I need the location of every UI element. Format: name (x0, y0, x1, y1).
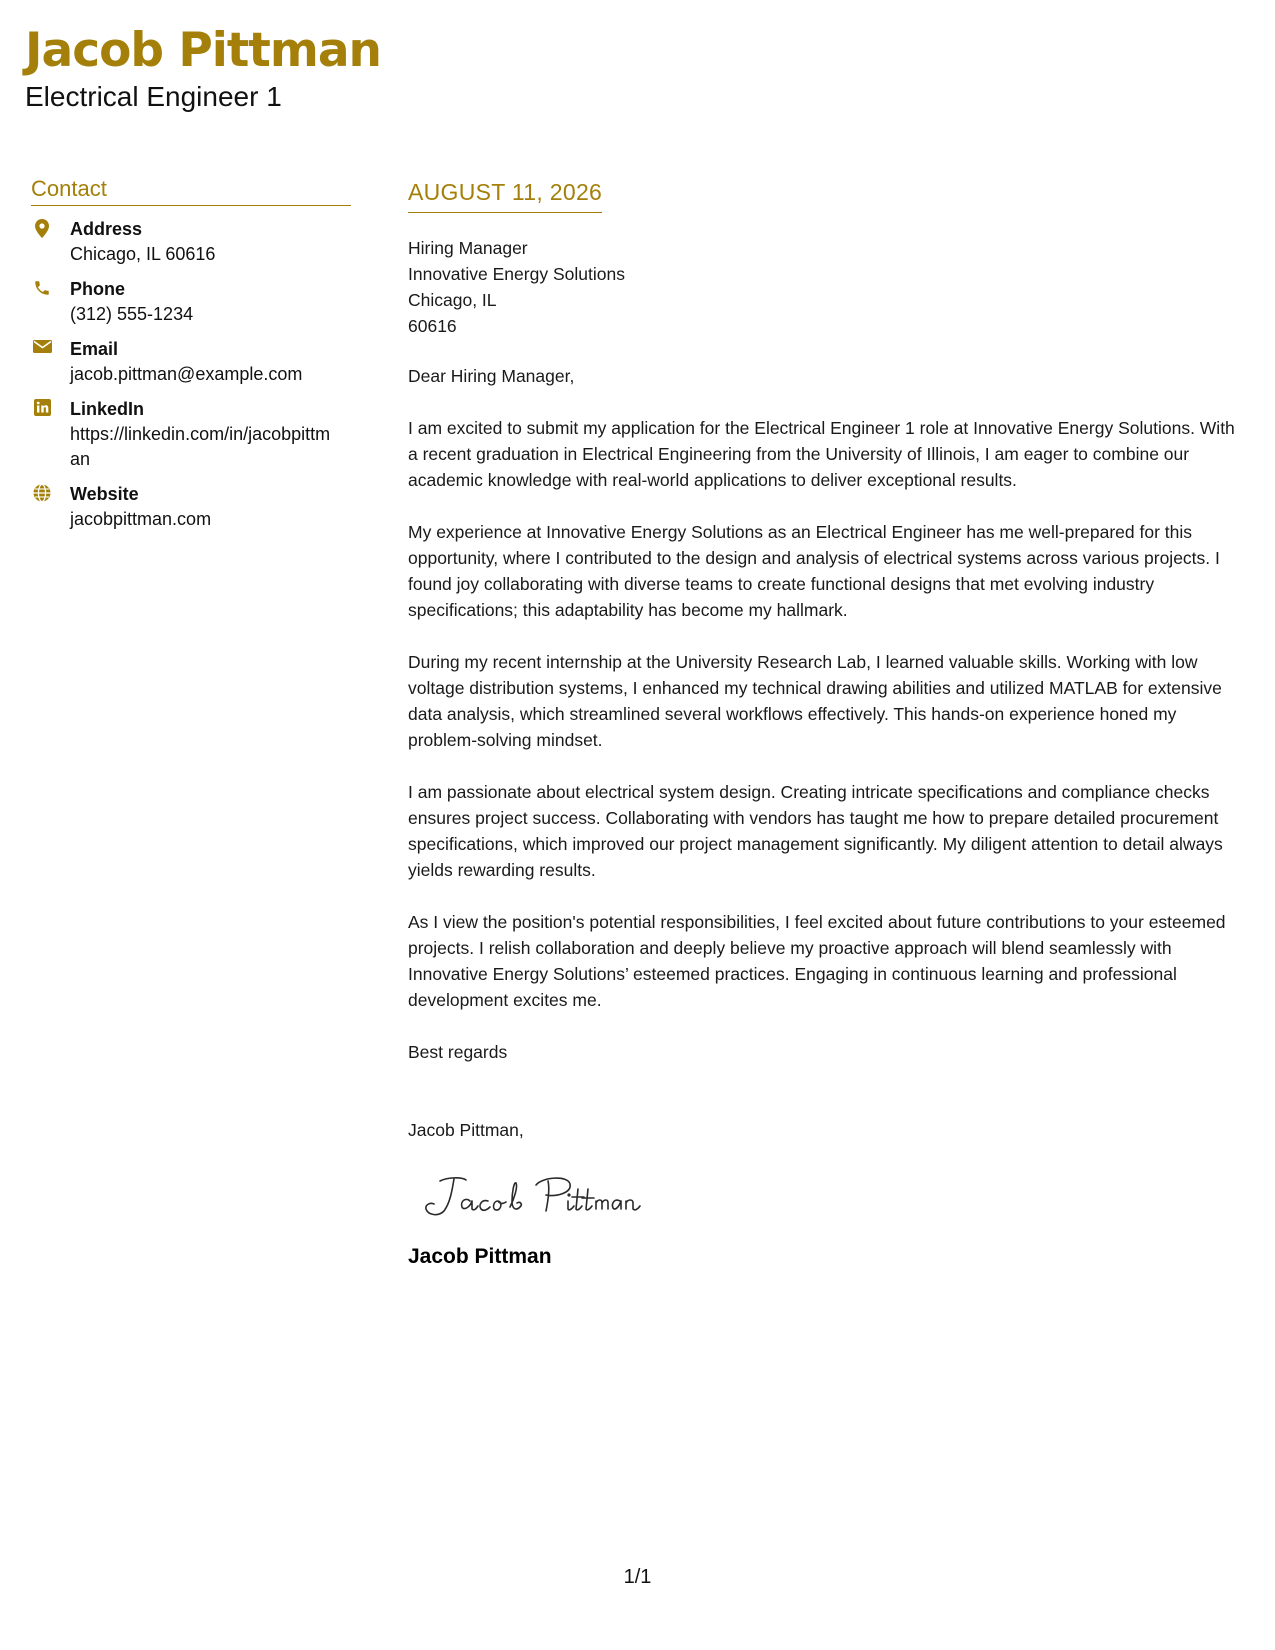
map-pin-icon (31, 219, 53, 239)
printed-name: Jacob Pittman (408, 1245, 552, 1268)
phone-icon (31, 279, 53, 299)
body-paragraph: As I view the position's potential responsibilities, I feel excited about future contributions to your esteemed projects. I relish collaboration and deeply believe my proactive approach will blend seamlessly with Innovative Energy Solutions’ esteemed practices. Engaging in continuous learning and professional development excites me. (408, 912, 1226, 1010)
contact-item-email (31, 336, 351, 387)
phone-value[interactable]: (312) 555-1234 (70, 304, 194, 324)
page-number: 1/1 (623, 1566, 652, 1588)
handwritten-signature (418, 1171, 678, 1231)
address-value: Chicago, IL 60616 (70, 244, 216, 264)
contact-sidebar (31, 176, 351, 541)
contact-label: Website (70, 484, 139, 504)
contact-heading: Contact (31, 176, 351, 206)
contact-item-website (31, 481, 351, 532)
contact-label: Email (70, 339, 119, 359)
job-title: Electrical Engineer 1 (25, 81, 282, 112)
body-paragraph: I am passionate about electrical system design. Creating intricate specifications and compliance checks ensures project success. Collaborating with vendors has taught me how to prepare detailed procurement specifications, which improved our project management significantly. My diligent attention to detail always yields rewarding results. (408, 782, 1223, 880)
recipient-line: Chicago, IL (408, 290, 497, 310)
body-paragraph: During my recent internship at the University Research Lab, I learned valuable skills. Working with low voltage distribution systems, I enhanced my technical drawing abilities and utilized MATLAB for extensive data analysis, which streamlined several workflows effectively. This hands-on experience honed my problem-solving mindset. (408, 652, 1222, 750)
sender-line: Jacob Pittman, (408, 1120, 524, 1140)
letter-body (408, 178, 1248, 1271)
globe-icon (31, 484, 53, 504)
recipient-line: 60616 (408, 316, 457, 336)
applicant-name: Jacob Pittman (25, 23, 382, 78)
closing: Best regards (408, 1042, 508, 1062)
linkedin-value[interactable]: https://linkedin.com/in/jacobpittman (70, 424, 331, 469)
envelope-icon (31, 339, 53, 359)
contact-item-linkedin (31, 396, 351, 472)
email-value[interactable]: jacob.pittman@example.com (70, 364, 303, 384)
recipient-line: Hiring Manager (408, 238, 528, 258)
contact-item-address (31, 216, 351, 267)
recipient-line: Innovative Energy Solutions (408, 264, 625, 284)
contact-item-phone (31, 276, 351, 327)
letter-date: AUGUST 11, 2026 (408, 178, 602, 213)
linkedin-icon (31, 399, 53, 419)
website-value[interactable]: jacobpittman.com (70, 509, 212, 529)
contact-label: Phone (70, 279, 126, 299)
contact-label: LinkedIn (70, 399, 145, 419)
contact-list (31, 216, 351, 532)
body-paragraph: I am excited to submit my application for the Electrical Engineer 1 role at Innovative Energy Solutions. With a recent graduation in Electrical Engineering from the University of Illinois, I am eager to combine our academic knowledge with real-world applications to deliver exceptional results. (408, 418, 1235, 490)
salutation: Dear Hiring Manager, (408, 366, 575, 386)
contact-label: Address (70, 219, 143, 239)
body-paragraph: My experience at Innovative Energy Solutions as an Electrical Engineer has me well-prepared for this opportunity, where I contributed to the design and analysis of electrical systems across various projects. I found joy collaborating with diverse teams to create functional designs that met evolving industry specifications; this adaptability has become my hallmark. (408, 522, 1220, 620)
recipient-block (408, 235, 1248, 339)
